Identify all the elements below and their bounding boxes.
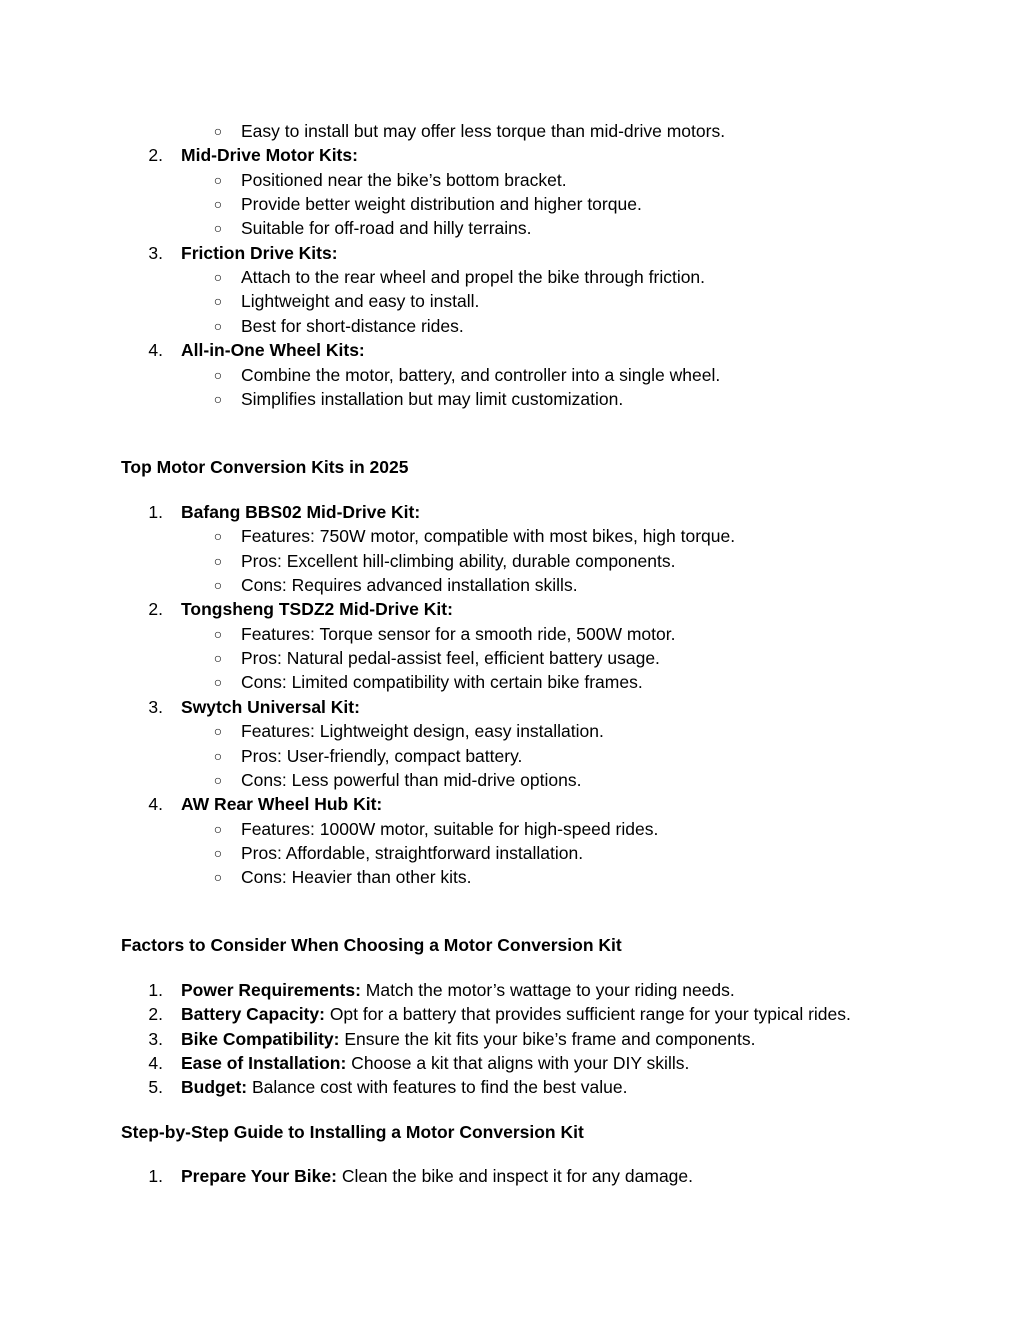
hollow-bullet-icon: ○: [213, 123, 223, 139]
list-number: 1.: [148, 1166, 163, 1186]
list-number: 4.: [148, 1053, 163, 1074]
list-subitem-text: Combine the motor, battery, and controller into a single wheel.: [241, 364, 721, 385]
list-item-text: [181, 597, 453, 621]
list-number: 2.: [148, 599, 163, 620]
list-item-text: [181, 1164, 693, 1188]
hollow-bullet-icon: ○: [213, 366, 223, 383]
hollow-bullet-icon: ○: [213, 674, 223, 691]
list-subitem-text: Features: Torque sensor for a smooth ride, 500W motor.: [241, 623, 676, 644]
list-item-description: Ensure the kit fits your bike’s frame and components.: [339, 1028, 756, 1049]
list-item-text: [181, 978, 735, 1002]
list-item-label: Mid-Drive Motor Kits:: [181, 145, 358, 166]
list-number: 5.: [148, 1077, 163, 1098]
list-item-description: Choose a kit that aligns with your DIY skills.: [346, 1053, 690, 1074]
list-item-label: Ease of Installation:: [181, 1053, 347, 1074]
list-item-label: Friction Drive Kits:: [181, 242, 338, 263]
hollow-bullet-icon: ○: [213, 390, 223, 407]
hollow-bullet-icon: ○: [213, 528, 223, 545]
list-number: 1.: [148, 502, 163, 522]
list-subitem-text: Suitable for off-road and hilly terrains.: [241, 218, 532, 239]
list-subitem-text: Pros: Excellent hill-climbing ability, durable components.: [241, 550, 676, 571]
section-heading-install-guide: Step-by-Step Guide to Installing a Motor Conversion Kit: [121, 1122, 584, 1142]
hollow-bullet-icon: ○: [213, 552, 223, 569]
list-item-description: Clean the bike and inspect it for any damage.: [336, 1166, 694, 1186]
hollow-bullet-icon: ○: [213, 293, 223, 310]
list-item-description: Balance cost with features to find the best value.: [247, 1077, 628, 1098]
hollow-bullet-icon: ○: [213, 317, 223, 334]
list-number: 3.: [148, 242, 163, 263]
list-item-label: All-in-One Wheel Kits:: [181, 340, 365, 361]
list-number: 2.: [148, 1004, 163, 1025]
list-item-text: [181, 695, 360, 719]
list-subitem-text: Attach to the rear wheel and propel the bike through friction.: [241, 267, 706, 288]
hollow-bullet-icon: ○: [213, 269, 223, 286]
list-item-text: [181, 792, 382, 816]
list-subitem-text: Features: Lightweight design, easy installation.: [241, 721, 604, 742]
list-number: 4.: [148, 340, 163, 361]
list-number: 1.: [148, 980, 163, 1000]
list-number: 2.: [148, 145, 163, 166]
list-item-text: [181, 1051, 689, 1075]
list-subitem-text: Cons: Limited compatibility with certain bike frames.: [241, 672, 643, 693]
list-item-text: [181, 1075, 627, 1099]
section-heading-factors: Factors to Consider When Choosing a Motor Conversion Kit: [121, 935, 622, 955]
list-number: 3.: [148, 1028, 163, 1049]
list-item-label: Budget:: [181, 1077, 248, 1098]
section-heading-top-kits: Top Motor Conversion Kits in 2025: [121, 457, 409, 477]
list-number: 3.: [148, 696, 163, 717]
list-subitem-text: Features: 750W motor, compatible with most bikes, high torque.: [241, 526, 736, 547]
hollow-bullet-icon: ○: [213, 723, 223, 740]
hollow-bullet-icon: ○: [213, 820, 223, 837]
list-item-label: Swytch Universal Kit:: [181, 696, 360, 717]
list-item-label: Battery Capacity:: [181, 1004, 325, 1025]
list-subitem-text: Features: 1000W motor, suitable for high-speed rides.: [241, 818, 659, 839]
list-item-text: [181, 143, 358, 167]
list-subitem-text: Pros: Natural pedal-assist feel, efficient battery usage.: [241, 648, 660, 669]
hollow-bullet-icon: ○: [213, 220, 223, 237]
hollow-bullet-icon: ○: [213, 171, 223, 188]
list-subitem-text: Positioned near the bike’s bottom bracket.: [241, 169, 567, 190]
list-item-description: Match the motor’s wattage to your riding needs.: [360, 980, 735, 1000]
list-number: 4.: [148, 794, 163, 815]
list-item-description: Opt for a battery that provides sufficient range for your typical rides.: [324, 1004, 851, 1025]
list-subitem-text: Pros: User-friendly, compact battery.: [241, 745, 523, 766]
hollow-bullet-icon: ○: [213, 844, 223, 861]
hollow-bullet-icon: ○: [213, 625, 223, 642]
list-item-label: AW Rear Wheel Hub Kit:: [181, 794, 383, 815]
hollow-bullet-icon: ○: [213, 196, 223, 213]
list-subitem-text: Lightweight and easy to install.: [241, 291, 480, 312]
list-item-text: [181, 1002, 851, 1026]
list-subitem-text: Provide better weight distribution and higher torque.: [241, 194, 642, 215]
list-item-label: Power Requirements:: [181, 980, 361, 1000]
list-subitem-text: Pros: Affordable, straightforward installation.: [241, 842, 584, 863]
list-subitem-text: Simplifies installation but may limit customization.: [241, 388, 624, 409]
hollow-bullet-icon: ○: [213, 747, 223, 764]
list-item-label: Tongsheng TSDZ2 Mid-Drive Kit:: [181, 599, 453, 620]
list-item-label: Bafang BBS02 Mid-Drive Kit:: [181, 502, 421, 522]
list-item-text: [181, 1027, 756, 1051]
list-subitem-text: Cons: Less powerful than mid-drive options.: [241, 769, 582, 790]
list-subitem-text: Easy to install but may offer less torque than mid-drive motors.: [241, 121, 726, 141]
list-item-label: Bike Compatibility:: [181, 1028, 340, 1049]
hollow-bullet-icon: ○: [213, 869, 223, 886]
hollow-bullet-icon: ○: [213, 650, 223, 667]
list-item-text: [181, 241, 338, 265]
list-subitem-text: Cons: Heavier than other kits.: [241, 867, 472, 888]
hollow-bullet-icon: ○: [213, 771, 223, 788]
list-item-text: [181, 338, 365, 362]
hollow-bullet-icon: ○: [213, 577, 223, 594]
list-subitem-text: Best for short-distance rides.: [241, 315, 464, 336]
list-item-text: [181, 500, 420, 524]
list-item-label: Prepare Your Bike:: [181, 1166, 337, 1186]
list-subitem-text: Cons: Requires advanced installation skills.: [241, 575, 578, 596]
